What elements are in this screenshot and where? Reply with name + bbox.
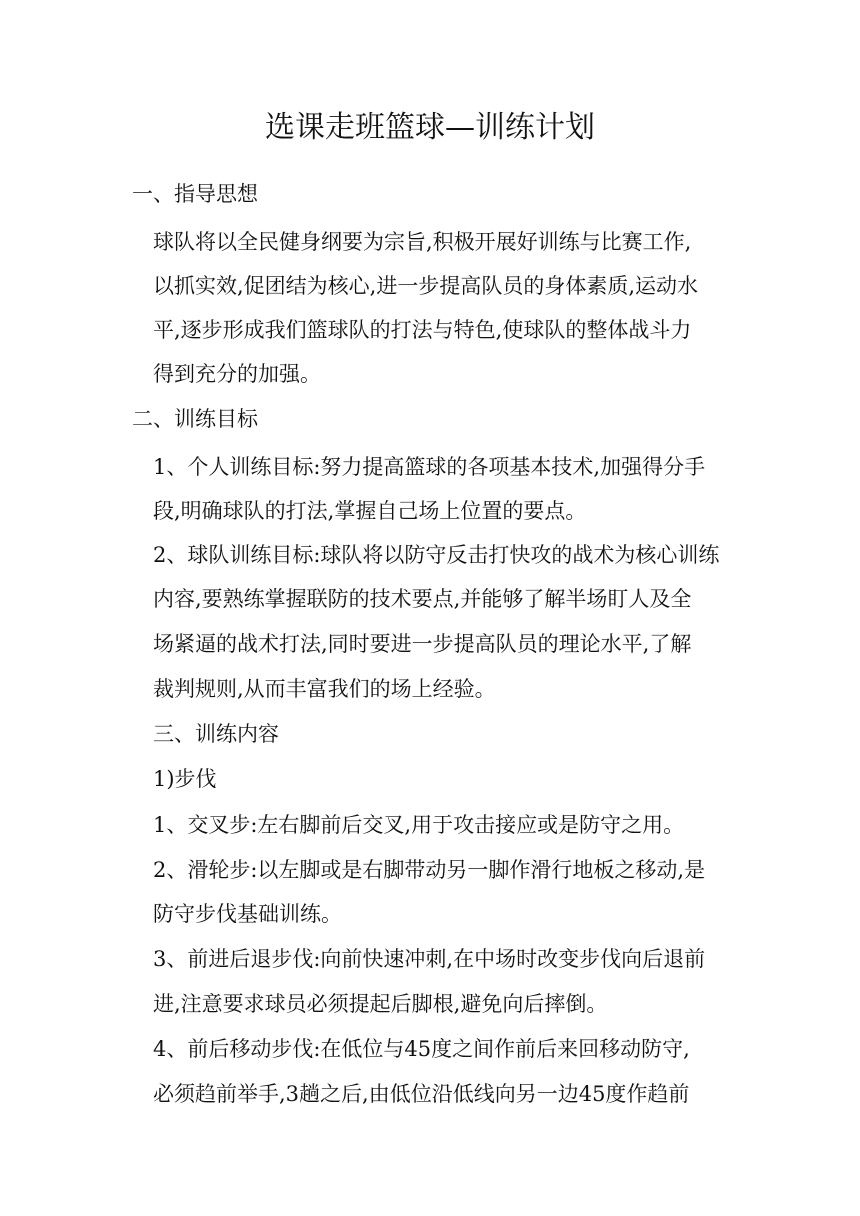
paragraph-line: 场紧逼的战术打法,同时要进一步提高队员的理论水平,了解: [153, 632, 692, 656]
paragraph-line: 2、滑轮步:以左脚或是右脚带动另一脚作滑行地板之移动,是: [153, 858, 706, 882]
paragraph-line: 防守步伐基础训练。: [153, 902, 342, 926]
paragraph-line: 进,注意要求球员必须提起后脚根,避免向后摔倒。: [153, 992, 608, 1016]
paragraph-line: 必须趋前举手,3趟之后,由低位沿低线向另一边45度作趋前: [153, 1082, 690, 1106]
paragraph-line: 平,逐步形成我们篮球队的打法与特色,使球队的整体战斗力: [153, 318, 692, 342]
section-heading-training-goals: 二、训练目标: [132, 407, 258, 431]
paragraph-line: 以抓实效,促团结为核心,进一步提高队员的身体素质,运动水: [153, 274, 699, 298]
subsection-heading-footwork: 1)步伐: [153, 767, 217, 791]
section-heading-training-content: 三、训练内容: [153, 722, 279, 746]
paragraph-line: 4、前后移动步伐:在低位与45度之间作前后来回移动防守,: [153, 1037, 690, 1061]
paragraph-line: 2、球队训练目标:球队将以防守反击打快攻的战术为核心训练: [153, 543, 720, 567]
paragraph-line: 裁判规则,从而丰富我们的场上经验。: [153, 677, 496, 701]
paragraph-line: 1、交叉步:左右脚前后交叉,用于攻击接应或是防守之用。: [153, 813, 685, 837]
paragraph-line: 得到充分的加强。: [153, 362, 321, 386]
paragraph-line: 3、前进后退步伐:向前快速冲刺,在中场时改变步伐向后退前: [153, 947, 706, 971]
section-heading-guiding-ideology: 一、指导思想: [132, 182, 258, 206]
paragraph-line: 内容,要熟练掌握联防的技术要点,并能够了解半场盯人及全: [153, 587, 692, 611]
paragraph-line: 球队将以全民健身纲要为宗旨,积极开展好训练与比赛工作,: [153, 230, 692, 254]
document-title: 选课走班篮球—训练计划: [265, 110, 595, 145]
paragraph-line: 段,明确球队的打法,掌握自己场上位置的要点。: [153, 499, 587, 523]
paragraph-line: 1、个人训练目标:努力提高篮球的各项基本技术,加强得分手: [153, 455, 706, 479]
